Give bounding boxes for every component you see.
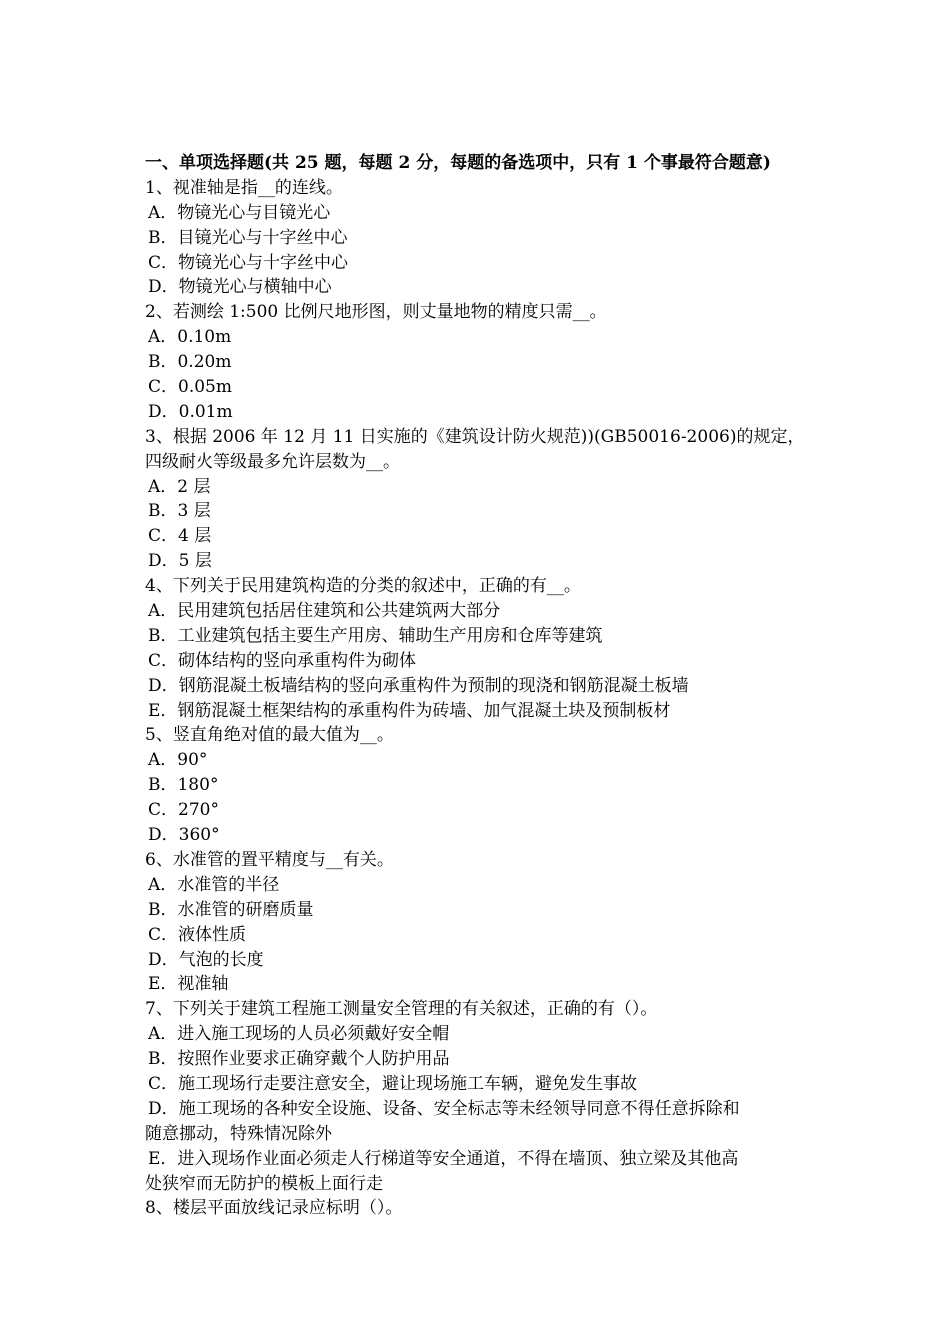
option-a: A．0.10m	[148, 327, 232, 348]
option-e: E．视准轴	[148, 974, 229, 995]
option-b: B．3 层	[148, 501, 211, 522]
question-7	[145, 997, 815, 1196]
section-heading: 一、单项选择题(共 25 题，每题 2 分，每题的备选项中，只有 1 个事最符合题意)	[145, 153, 771, 173]
option-e: E．钢筋混凝土框架结构的承重构件为砖墙、加气混凝土块及预制板材	[148, 700, 671, 721]
question-stem: 4、下列关于民用建筑构造的分类的叙述中，正确的有__。	[145, 576, 581, 597]
option-a: A．进入施工现场的人员必须戴好安全帽	[148, 1024, 450, 1045]
option-c: C．液体性质	[148, 924, 247, 945]
option-d: D．0.01m	[148, 401, 233, 422]
option-d: D．物镜光心与横轴中心	[148, 277, 332, 298]
question-2	[145, 300, 815, 424]
option-c: C．0.05m	[148, 377, 232, 398]
option-d: D．钢筋混凝土板墙结构的竖向承重构件为预制的现浇和钢筋混凝土板墙	[148, 675, 689, 696]
option-c: C．4 层	[148, 526, 212, 547]
option-a: A．2 层	[148, 476, 211, 497]
option-d: D．5 层	[148, 551, 212, 572]
question-stem: 7、下列关于建筑工程施工测量安全管理的有关叙述，正确的有（）。	[145, 999, 658, 1020]
option-b: B．180°	[148, 775, 219, 796]
question-5	[145, 723, 815, 847]
question-stem: 6、水准管的置平精度与__有关。	[145, 849, 394, 870]
question-3	[145, 425, 815, 574]
option-b: B．工业建筑包括主要生产用房、辅助生产用房和仓库等建筑	[148, 625, 603, 646]
question-8	[145, 1196, 815, 1221]
exam-page	[145, 151, 815, 1221]
option-c: C．施工现场行走要注意安全，避让现场施工车辆，避免发生事故	[148, 1073, 638, 1094]
option-e-continued: 处狭窄而无防护的模板上面行走	[145, 1173, 383, 1194]
option-d: D．360°	[148, 825, 220, 846]
question-stem: 3、根据 2006 年 12 月 11 日实施的《建筑设计防火规范))(GB50016-2006)的规定，	[145, 426, 805, 447]
question-stem-continued: 四级耐火等级最多允许层数为__。	[145, 451, 400, 472]
question-stem: 5、竖直角绝对值的最大值为__。	[145, 725, 394, 746]
option-e: E．进入现场作业面必须走人行梯道等安全通道，不得在墙顶、独立梁及其他高	[148, 1148, 739, 1169]
option-a: A．90°	[148, 750, 208, 771]
question-stem: 1、视准轴是指__的连线。	[145, 177, 343, 198]
option-c: C．砌体结构的竖向承重构件为砌体	[148, 650, 417, 671]
option-b: B．目镜光心与十字丝中心	[148, 227, 348, 248]
option-d: D．气泡的长度	[148, 949, 264, 970]
question-1	[145, 176, 815, 300]
question-6	[145, 848, 815, 997]
option-a: A．水准管的半径	[148, 874, 280, 895]
option-b: B．0.20m	[148, 352, 232, 373]
option-d: D．施工现场的各种安全设施、设备、安全标志等未经领导同意不得任意拆除和	[148, 1098, 740, 1119]
option-d-continued: 随意挪动，特殊情况除外	[145, 1123, 332, 1144]
option-c: C．270°	[148, 800, 219, 821]
option-b: B．按照作业要求正确穿戴个人防护用品	[148, 1049, 450, 1070]
question-stem: 2、若测绘 1:500 比例尺地形图，则丈量地物的精度只需__。	[145, 302, 607, 323]
question-stem: 8、楼层平面放线记录应标明（）。	[145, 1198, 403, 1219]
option-b: B．水准管的研磨质量	[148, 899, 314, 920]
question-4	[145, 574, 815, 723]
option-a: A．民用建筑包括居住建筑和公共建筑两大部分	[148, 601, 501, 622]
option-c: C．物镜光心与十字丝中心	[148, 252, 349, 273]
option-a: A．物镜光心与目镜光心	[148, 202, 331, 223]
